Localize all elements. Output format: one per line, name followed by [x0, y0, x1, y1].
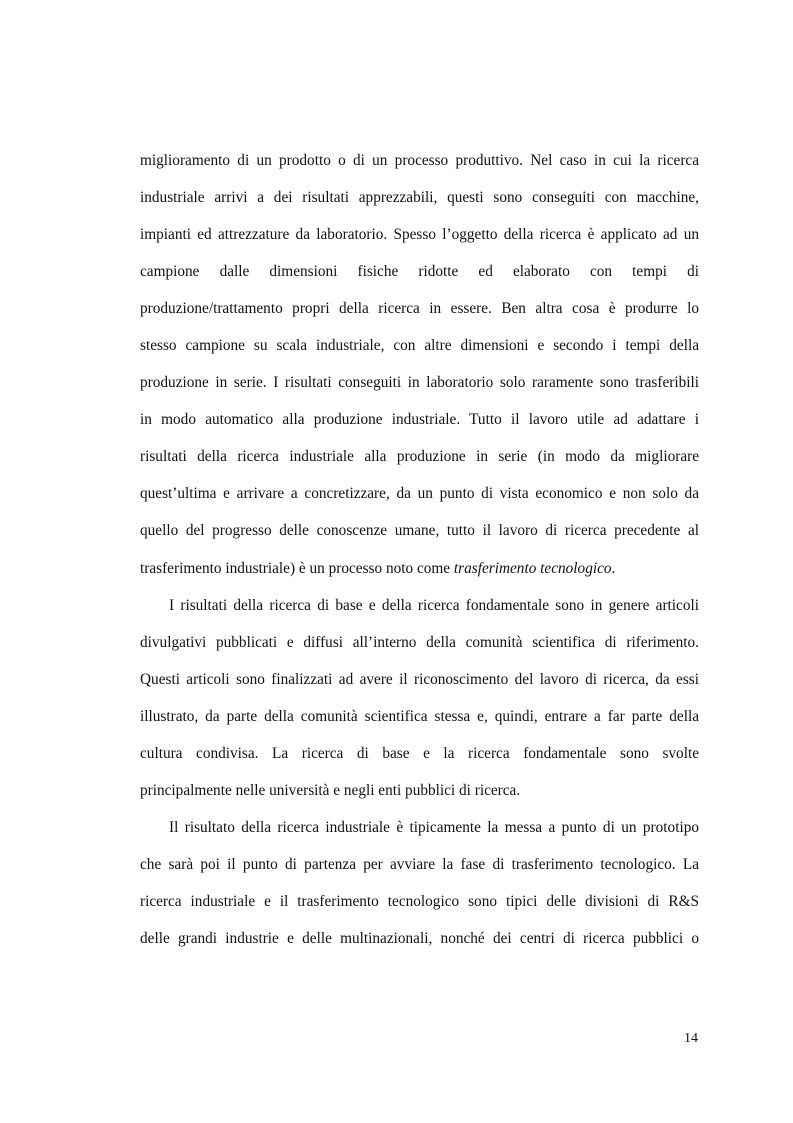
text-line: che sarà poi il punto di partenza per avviare la fase di trasferimento tecnologico. La: [140, 855, 699, 873]
text-line: produzione in serie. I risultati conseguiti in laboratorio solo raramente sono trasferibili: [140, 374, 699, 392]
transfer-line-prefix: trasferimento industriale) è un processo noto come: [140, 559, 454, 577]
paragraph-ending-line: [140, 550, 699, 587]
text-line: stesso campione su scala industriale, con altre dimensioni e secondo i tempi della: [140, 337, 699, 355]
text-line: cultura condivisa. La ricerca di base e la ricerca fondamentale sono svolte: [140, 744, 699, 762]
text-line: impianti ed attrezzature da laboratorio. Spesso l’oggetto della ricerca è applicato ad un: [140, 226, 699, 244]
text-line: ricerca industriale e il trasferimento tecnologico sono tipici delle divisioni di R&S: [140, 892, 699, 910]
text-line: quello del progresso delle conoscenze umane, tutto il lavoro di ricerca precedente al: [140, 522, 699, 540]
text-line: industriale arrivi a dei risultati apprezzabili, questi sono conseguiti con macchine,: [140, 189, 699, 207]
text-line: divulgativi pubblicati e diffusi all’interno della comunità scientifica di riferimento.: [140, 633, 699, 651]
text-line: risultati della ricerca industriale alla produzione in serie (in modo da migliorare: [140, 448, 699, 466]
technology-transfer-term: trasferimento tecnologico: [453, 559, 612, 577]
paragraph-ending-line: principalmente nelle università e negli enti pubblici di ricerca.: [140, 781, 521, 799]
transfer-line-period: .: [611, 559, 616, 577]
paragraph-first-line: I risultati della ricerca di base e della ricerca fondamentale sono in genere articoli: [169, 596, 699, 614]
text-line: miglioramento di un prodotto o di un processo produttivo. Nel caso in cui la ricerca: [140, 152, 699, 169]
text-line: quest’ultima e arrivare a concretizzare, da un punto di vista economico e non solo da: [140, 485, 699, 503]
text-line: produzione/trattamento propri della ricerca in essere. Ben altra cosa è produrre lo: [140, 300, 699, 318]
text-line: delle grandi industrie e delle multinazionali, nonché dei centri di ricerca pubblici o: [140, 929, 699, 947]
text-line: campione dalle dimensioni fisiche ridotte ed elaborato con tempi di: [140, 263, 699, 281]
document-page: [140, 142, 699, 957]
paragraph-first-line: Il risultato della ricerca industriale è tipicamente la messa a punto di un prototipo: [169, 818, 699, 836]
text-line: illustrato, da parte della comunità scientifica stessa e, quindi, entrare a far parte della: [140, 707, 699, 725]
text-line: Questi articoli sono finalizzati ad avere il riconoscimento del lavoro di ricerca, da essi: [140, 670, 699, 688]
page-number: 14: [684, 1031, 698, 1046]
text-line: in modo automatico alla produzione industriale. Tutto il lavoro utile ad adattare i: [140, 411, 699, 429]
